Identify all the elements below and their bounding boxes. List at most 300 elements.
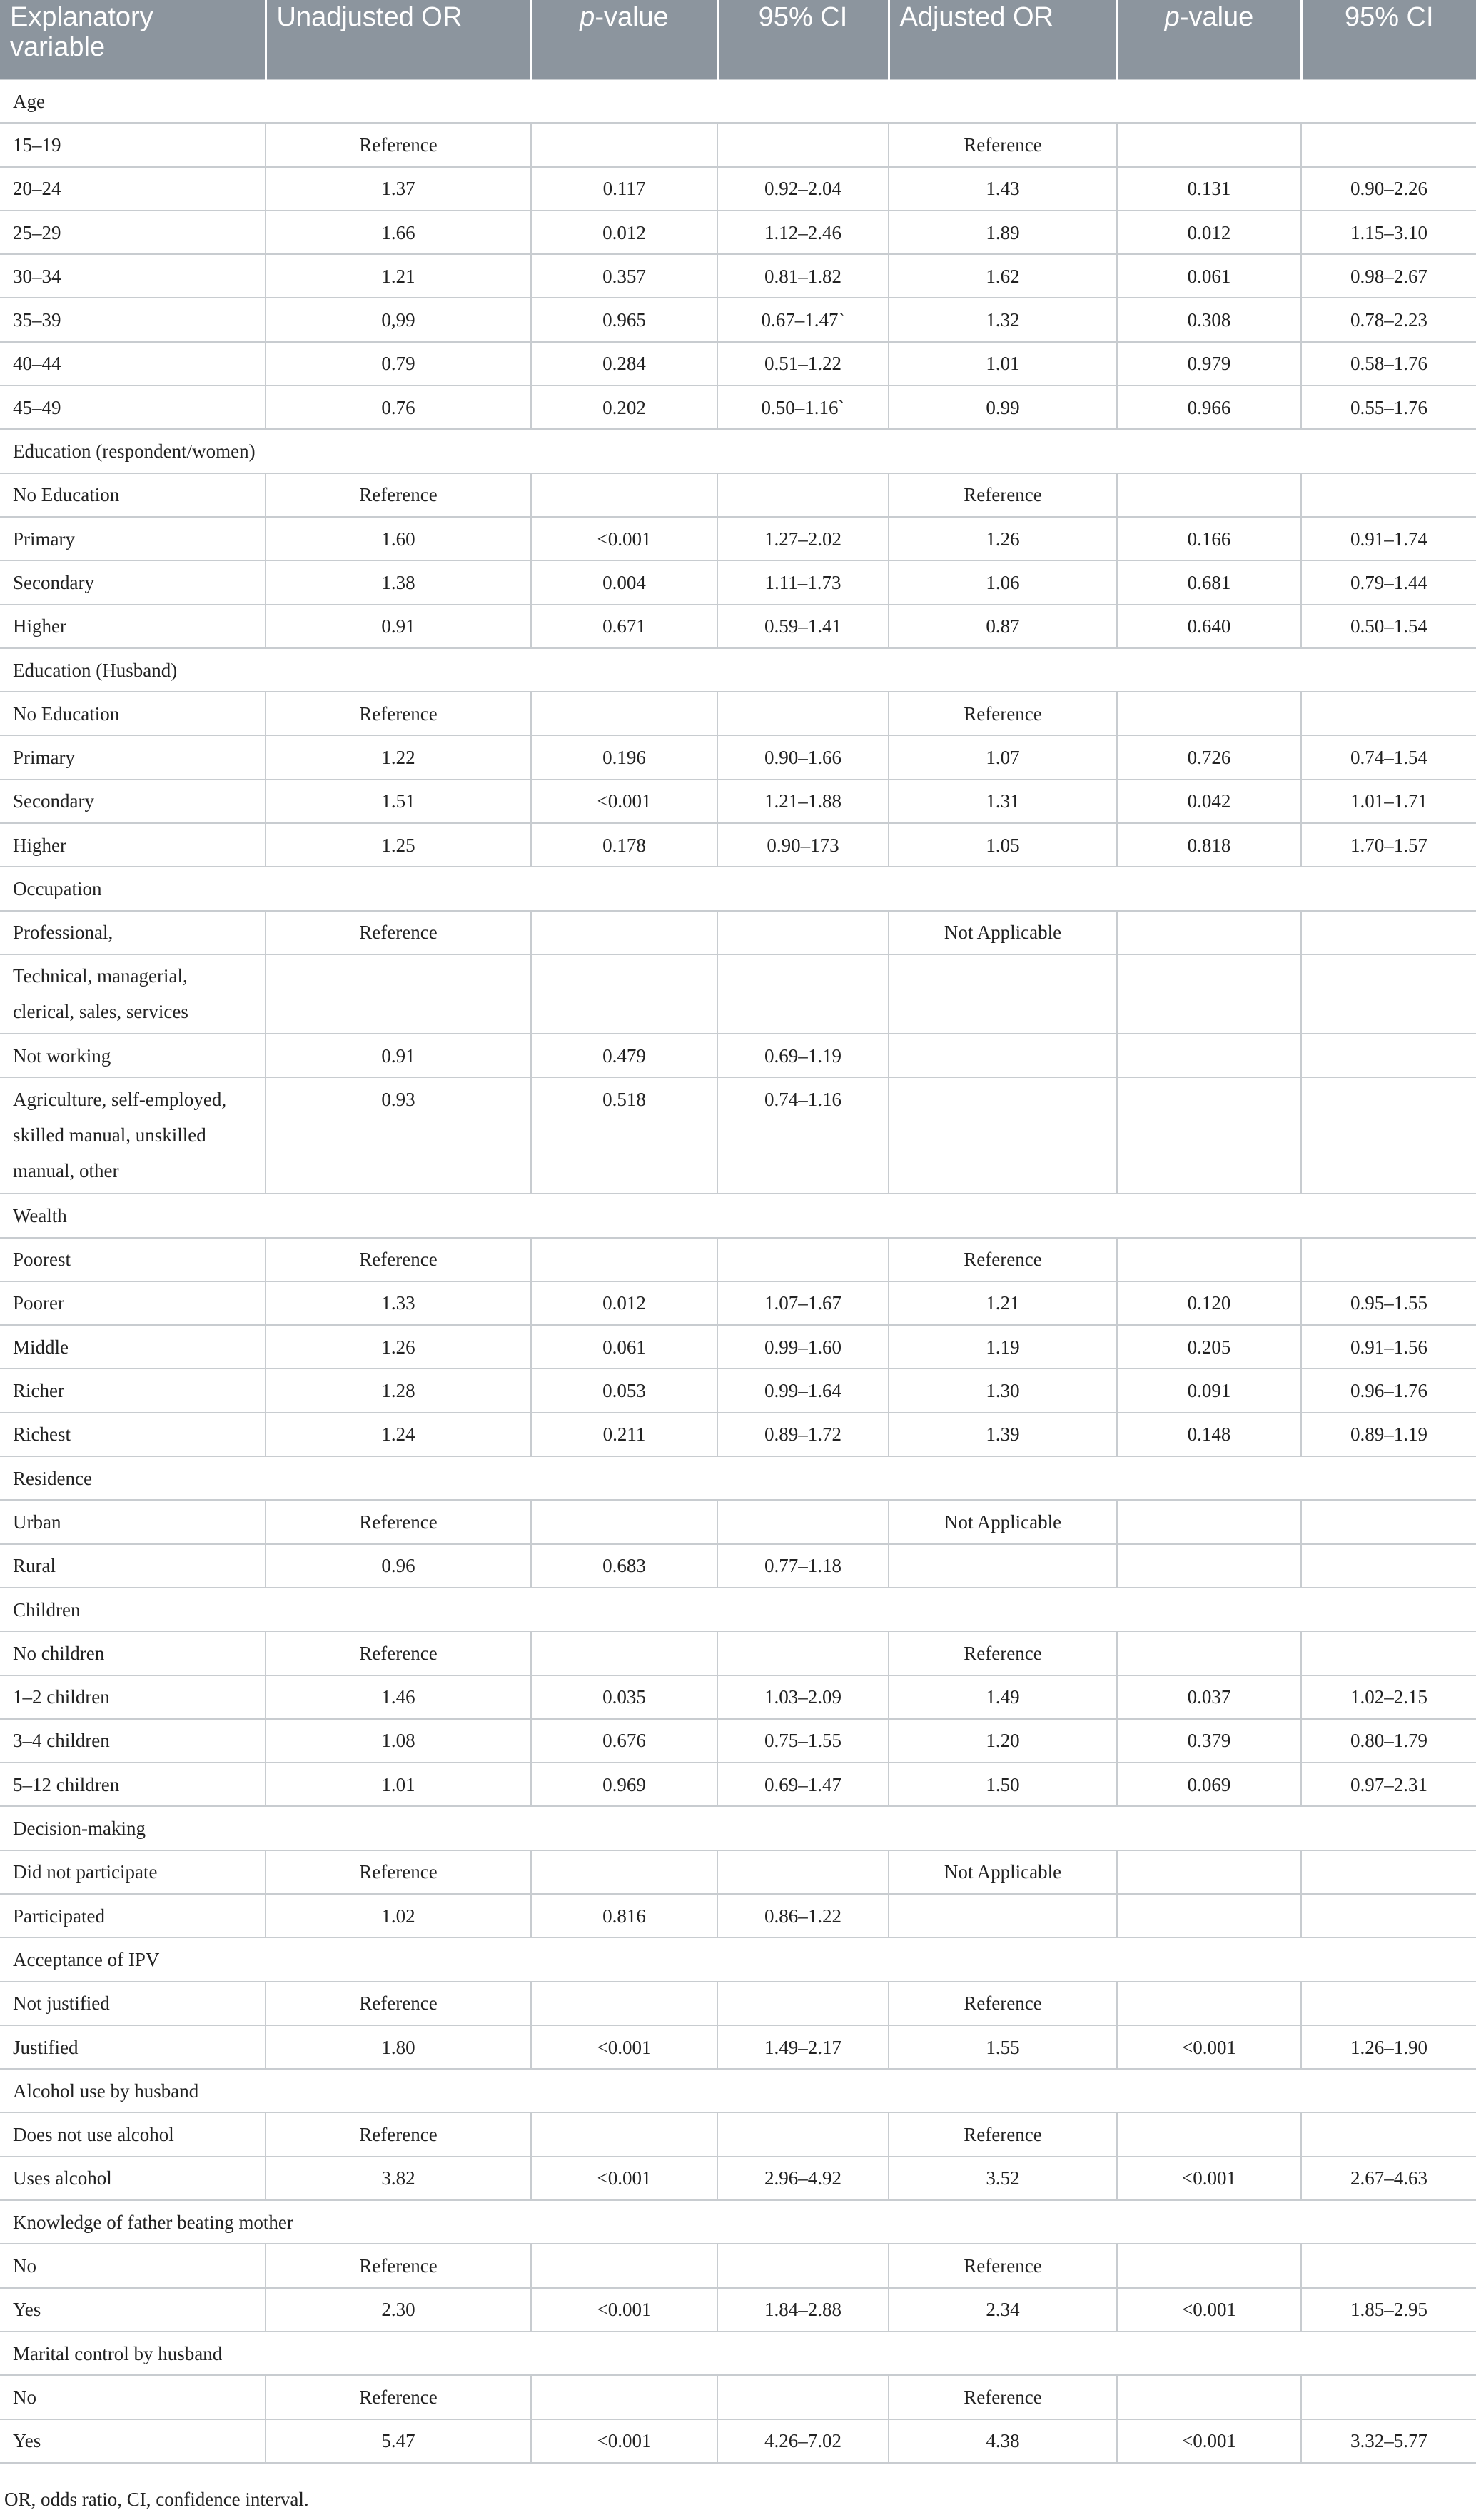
p-value-adjusted-cell — [1117, 2112, 1301, 2156]
table-row — [0, 1719, 1476, 1763]
table-row — [0, 1238, 1476, 1281]
p-value-adjusted-cell: <0.001 — [1117, 2157, 1301, 2200]
ci-unadjusted-cell: 0.86–1.22 — [717, 1894, 889, 1937]
unadjusted-or-cell: Reference — [266, 692, 531, 735]
unadjusted-or-cell: 2.30 — [266, 2288, 531, 2332]
ci-unadjusted-cell: 0.77–1.18 — [717, 1544, 889, 1588]
variable-category: Rural — [0, 1544, 266, 1588]
p-value-unadjusted-cell — [531, 1850, 717, 1894]
adjusted-or-cell: Reference — [889, 2244, 1117, 2287]
variable-category: 45–49 — [0, 385, 266, 429]
p-italic: p — [580, 2, 595, 32]
ci-unadjusted-cell — [717, 1238, 889, 1281]
section-label: Residence — [0, 1456, 1476, 1500]
ci-adjusted-cell: 1.85–2.95 — [1301, 2288, 1476, 2332]
table-row — [0, 2112, 1476, 2156]
variable-category: 30–34 — [0, 254, 266, 298]
variable-category: Professional, — [0, 911, 266, 954]
unadjusted-or-cell: 1.80 — [266, 2025, 531, 2069]
table-row — [0, 1544, 1476, 1588]
ci-adjusted-cell: 0.89–1.19 — [1301, 1413, 1476, 1456]
variable-category: Not justified — [0, 1982, 266, 2025]
variable-category: Does not use alcohol — [0, 2112, 266, 2156]
p-value-unadjusted-cell — [531, 692, 717, 735]
ci-adjusted-cell — [1301, 692, 1476, 735]
ci-unadjusted-cell — [717, 1982, 889, 2025]
ci-adjusted-cell — [1301, 1500, 1476, 1543]
unadjusted-or-cell: 1.37 — [266, 167, 531, 211]
unadjusted-or-cell: 1.22 — [266, 735, 531, 779]
section-header-row — [0, 1456, 1476, 1500]
p-value-unadjusted-cell: <0.001 — [531, 780, 717, 823]
adjusted-or-cell: 1.21 — [889, 1281, 1117, 1325]
p-value-unadjusted-cell — [531, 1982, 717, 2025]
p-value-unadjusted-cell — [531, 1500, 717, 1543]
variable-category: Yes — [0, 2288, 266, 2332]
p-value-unadjusted-cell — [531, 954, 717, 1034]
table-body — [0, 79, 1476, 2463]
unadjusted-or-cell: 1.24 — [266, 1413, 531, 1456]
header-row — [0, 0, 1476, 79]
adjusted-or-cell: Not Applicable — [889, 1500, 1117, 1543]
variable-category: Agriculture, self-employed, skilled manual, unskilled manual, other — [0, 1077, 266, 1194]
variable-category: Poorer — [0, 1281, 266, 1325]
table-row — [0, 1763, 1476, 1806]
p-value-adjusted-cell — [1117, 2244, 1301, 2287]
table-header — [0, 0, 1476, 79]
ci-unadjusted-cell: 2.96–4.92 — [717, 2157, 889, 2200]
adjusted-or-cell: Not Applicable — [889, 911, 1117, 954]
p-value-adjusted-cell: 0.681 — [1117, 560, 1301, 604]
table-row — [0, 254, 1476, 298]
header-ci-unadjusted: 95% CI — [717, 0, 889, 79]
section-label: Education (respondent/women) — [0, 429, 1476, 473]
table-row — [0, 954, 1476, 1034]
ci-unadjusted-cell — [717, 1500, 889, 1543]
p-value-unadjusted-cell: 0.211 — [531, 1413, 717, 1456]
adjusted-or-cell: Reference — [889, 123, 1117, 166]
p-suffix: -value — [595, 2, 669, 32]
variable-category: Richer — [0, 1369, 266, 1412]
variable-category: 15–19 — [0, 123, 266, 166]
variable-category: Did not participate — [0, 1850, 266, 1894]
adjusted-or-cell: 1.55 — [889, 2025, 1117, 2069]
section-header-row — [0, 1937, 1476, 1981]
table-row — [0, 473, 1476, 517]
ci-adjusted-cell: 1.15–3.10 — [1301, 211, 1476, 254]
adjusted-or-cell: Reference — [889, 692, 1117, 735]
ci-unadjusted-cell: 0.69–1.47 — [717, 1763, 889, 1806]
ci-unadjusted-cell — [717, 473, 889, 517]
ci-adjusted-cell: 0.74–1.54 — [1301, 735, 1476, 779]
p-value-adjusted-cell: <0.001 — [1117, 2419, 1301, 2463]
adjusted-or-cell: 1.01 — [889, 342, 1117, 385]
variable-category: Poorest — [0, 1238, 266, 1281]
p-value-adjusted-cell — [1117, 1238, 1301, 1281]
variable-category: 1–2 children — [0, 1675, 266, 1719]
section-label: Marital control by husband — [0, 2332, 1476, 2375]
section-header-row — [0, 1588, 1476, 1631]
variable-category: Primary — [0, 517, 266, 560]
adjusted-or-cell — [889, 1894, 1117, 1937]
adjusted-or-cell: Not Applicable — [889, 1850, 1117, 1894]
unadjusted-or-cell: 0.93 — [266, 1077, 531, 1194]
variable-category: Secondary — [0, 560, 266, 604]
adjusted-or-cell: Reference — [889, 1982, 1117, 2025]
unadjusted-or-cell: 1.38 — [266, 560, 531, 604]
section-header-row — [0, 2069, 1476, 2112]
unadjusted-or-cell: 0.79 — [266, 342, 531, 385]
table-row — [0, 1675, 1476, 1719]
ci-adjusted-cell: 2.67–4.63 — [1301, 2157, 1476, 2200]
p-value-adjusted-cell: 0.037 — [1117, 1675, 1301, 1719]
ci-adjusted-cell — [1301, 1982, 1476, 2025]
adjusted-or-cell — [889, 1034, 1117, 1077]
ci-unadjusted-cell: 1.27–2.02 — [717, 517, 889, 560]
table-row — [0, 1369, 1476, 1412]
ci-adjusted-cell — [1301, 2112, 1476, 2156]
ci-unadjusted-cell: 0.74–1.16 — [717, 1077, 889, 1194]
adjusted-or-cell — [889, 954, 1117, 1034]
table-footnote: OR, odds ratio, CI, confidence interval. — [4, 2489, 309, 2510]
section-label: Occupation — [0, 867, 1476, 910]
ci-unadjusted-cell: 0.92–2.04 — [717, 167, 889, 211]
ci-adjusted-cell: 1.70–1.57 — [1301, 823, 1476, 867]
p-value-unadjusted-cell: 0.965 — [531, 298, 717, 341]
table-row — [0, 1500, 1476, 1543]
p-value-adjusted-cell — [1117, 911, 1301, 954]
table-row — [0, 560, 1476, 604]
ci-adjusted-cell: 0.97–2.31 — [1301, 1763, 1476, 1806]
p-value-adjusted-cell — [1117, 692, 1301, 735]
section-label: Age — [0, 79, 1476, 123]
variable-category: Uses alcohol — [0, 2157, 266, 2200]
ci-adjusted-cell: 0.98–2.67 — [1301, 254, 1476, 298]
ci-unadjusted-cell — [717, 954, 889, 1034]
section-header-row — [0, 79, 1476, 123]
p-value-adjusted-cell: 0.012 — [1117, 211, 1301, 254]
unadjusted-or-cell: 1.51 — [266, 780, 531, 823]
table-row — [0, 692, 1476, 735]
section-label: Education (Husband) — [0, 648, 1476, 692]
p-value-adjusted-cell — [1117, 1631, 1301, 1675]
p-value-adjusted-cell — [1117, 1077, 1301, 1194]
section-header-row — [0, 1806, 1476, 1850]
ci-adjusted-cell — [1301, 1034, 1476, 1077]
p-value-unadjusted-cell — [531, 2244, 717, 2287]
adjusted-or-cell: Reference — [889, 1238, 1117, 1281]
unadjusted-or-cell: 5.47 — [266, 2419, 531, 2463]
table-row — [0, 605, 1476, 648]
variable-category: No — [0, 2375, 266, 2419]
variable-category: Not working — [0, 1034, 266, 1077]
ci-adjusted-cell — [1301, 1544, 1476, 1588]
p-value-unadjusted-cell: 0.518 — [531, 1077, 717, 1194]
p-value-adjusted-cell — [1117, 2375, 1301, 2419]
unadjusted-or-cell: 0,99 — [266, 298, 531, 341]
ci-adjusted-cell: 3.32–5.77 — [1301, 2419, 1476, 2463]
ci-adjusted-cell — [1301, 1850, 1476, 1894]
p-value-adjusted-cell: 0.069 — [1117, 1763, 1301, 1806]
variable-category: 3–4 children — [0, 1719, 266, 1763]
adjusted-or-cell: 0.99 — [889, 385, 1117, 429]
unadjusted-or-cell: Reference — [266, 473, 531, 517]
ci-adjusted-cell: 0.79–1.44 — [1301, 560, 1476, 604]
unadjusted-or-cell: 0.91 — [266, 1034, 531, 1077]
p-value-adjusted-cell: 0.966 — [1117, 385, 1301, 429]
unadjusted-or-cell: 1.01 — [266, 1763, 531, 1806]
table-row — [0, 2244, 1476, 2287]
adjusted-or-cell: 1.62 — [889, 254, 1117, 298]
section-header-row — [0, 429, 1476, 473]
p-value-unadjusted-cell: 0.061 — [531, 1325, 717, 1369]
p-value-adjusted-cell — [1117, 954, 1301, 1034]
adjusted-or-cell: 1.07 — [889, 735, 1117, 779]
ci-adjusted-cell: 0.80–1.79 — [1301, 1719, 1476, 1763]
ci-adjusted-cell: 0.96–1.76 — [1301, 1369, 1476, 1412]
table-row — [0, 735, 1476, 779]
ci-unadjusted-cell — [717, 2375, 889, 2419]
adjusted-or-cell: Reference — [889, 473, 1117, 517]
adjusted-or-cell: 1.20 — [889, 1719, 1117, 1763]
unadjusted-or-cell: 1.33 — [266, 1281, 531, 1325]
ci-unadjusted-cell — [717, 123, 889, 166]
adjusted-or-cell — [889, 1077, 1117, 1194]
adjusted-or-cell: 0.87 — [889, 605, 1117, 648]
variable-category: Richest — [0, 1413, 266, 1456]
unadjusted-or-cell: 1.02 — [266, 1894, 531, 1937]
ci-adjusted-cell: 0.91–1.56 — [1301, 1325, 1476, 1369]
table-row — [0, 1281, 1476, 1325]
p-value-unadjusted-cell: 0.357 — [531, 254, 717, 298]
p-value-unadjusted-cell — [531, 2112, 717, 2156]
adjusted-or-cell: 2.34 — [889, 2288, 1117, 2332]
p-value-unadjusted-cell: 0.479 — [531, 1034, 717, 1077]
variable-category: No children — [0, 1631, 266, 1675]
table-row — [0, 167, 1476, 211]
unadjusted-or-cell: 1.46 — [266, 1675, 531, 1719]
header-unadjusted-or: Unadjusted OR — [266, 0, 531, 79]
table-row — [0, 385, 1476, 429]
ci-adjusted-cell: 0.90–2.26 — [1301, 167, 1476, 211]
p-value-unadjusted-cell: 0.004 — [531, 560, 717, 604]
ci-adjusted-cell — [1301, 1631, 1476, 1675]
p-value-unadjusted-cell — [531, 473, 717, 517]
ci-unadjusted-cell: 1.84–2.88 — [717, 2288, 889, 2332]
p-value-adjusted-cell — [1117, 1500, 1301, 1543]
unadjusted-or-cell: Reference — [266, 1500, 531, 1543]
unadjusted-or-cell: 0.96 — [266, 1544, 531, 1588]
section-label: Acceptance of IPV — [0, 1937, 1476, 1981]
table-row — [0, 823, 1476, 867]
variable-category: Justified — [0, 2025, 266, 2069]
variable-category: 35–39 — [0, 298, 266, 341]
ci-unadjusted-cell: 0.75–1.55 — [717, 1719, 889, 1763]
adjusted-or-cell: 1.31 — [889, 780, 1117, 823]
ci-unadjusted-cell: 0.59–1.41 — [717, 605, 889, 648]
table-row — [0, 123, 1476, 166]
p-value-unadjusted-cell: <0.001 — [531, 2419, 717, 2463]
p-value-unadjusted-cell — [531, 1631, 717, 1675]
p-value-unadjusted-cell: 0.284 — [531, 342, 717, 385]
ci-adjusted-cell: 0.78–2.23 — [1301, 298, 1476, 341]
variable-category: 25–29 — [0, 211, 266, 254]
p-value-adjusted-cell: 0.166 — [1117, 517, 1301, 560]
p-value-unadjusted-cell — [531, 1238, 717, 1281]
variable-category: Primary — [0, 735, 266, 779]
unadjusted-or-cell: Reference — [266, 2112, 531, 2156]
p-value-unadjusted-cell: 0.035 — [531, 1675, 717, 1719]
section-label: Decision-making — [0, 1806, 1476, 1850]
p-italic: p — [1164, 2, 1180, 32]
adjusted-or-cell: Reference — [889, 2375, 1117, 2419]
p-value-adjusted-cell: 0.308 — [1117, 298, 1301, 341]
table-row — [0, 1325, 1476, 1369]
table-row — [0, 780, 1476, 823]
p-value-unadjusted-cell: 0.012 — [531, 1281, 717, 1325]
unadjusted-or-cell: 0.76 — [266, 385, 531, 429]
ci-unadjusted-cell: 0.99–1.60 — [717, 1325, 889, 1369]
ci-unadjusted-cell: 1.11–1.73 — [717, 560, 889, 604]
ci-unadjusted-cell — [717, 911, 889, 954]
p-value-adjusted-cell — [1117, 1894, 1301, 1937]
variable-category: No Education — [0, 473, 266, 517]
p-value-adjusted-cell: 0.148 — [1117, 1413, 1301, 1456]
unadjusted-or-cell: Reference — [266, 1238, 531, 1281]
adjusted-or-cell: 1.06 — [889, 560, 1117, 604]
adjusted-or-cell: 4.38 — [889, 2419, 1117, 2463]
variable-category: 40–44 — [0, 342, 266, 385]
p-value-adjusted-cell: <0.001 — [1117, 2025, 1301, 2069]
table-row — [0, 1034, 1476, 1077]
p-value-adjusted-cell: 0.131 — [1117, 167, 1301, 211]
header-adjusted-or: Adjusted OR — [889, 0, 1117, 79]
variable-category: Middle — [0, 1325, 266, 1369]
ci-adjusted-cell: 0.91–1.74 — [1301, 517, 1476, 560]
header-ci-adjusted: 95% CI — [1301, 0, 1476, 79]
ci-unadjusted-cell: 0.67–1.47` — [717, 298, 889, 341]
header-p-value-unadjusted — [531, 0, 717, 79]
p-value-adjusted-cell — [1117, 473, 1301, 517]
p-value-unadjusted-cell: 0.683 — [531, 1544, 717, 1588]
table-row — [0, 298, 1476, 341]
p-value-unadjusted-cell: <0.001 — [531, 2025, 717, 2069]
unadjusted-or-cell: 1.26 — [266, 1325, 531, 1369]
p-value-adjusted-cell: 0.979 — [1117, 342, 1301, 385]
p-value-unadjusted-cell: 0.816 — [531, 1894, 717, 1937]
variable-category: Yes — [0, 2419, 266, 2463]
table-row — [0, 211, 1476, 254]
p-suffix: -value — [1179, 2, 1254, 32]
p-value-adjusted-cell — [1117, 1034, 1301, 1077]
ci-adjusted-cell — [1301, 2244, 1476, 2287]
table-row — [0, 1631, 1476, 1675]
table-row — [0, 517, 1476, 560]
ci-adjusted-cell: 0.55–1.76 — [1301, 385, 1476, 429]
p-value-adjusted-cell: <0.001 — [1117, 2288, 1301, 2332]
section-header-row — [0, 2332, 1476, 2375]
ci-unadjusted-cell: 0.51–1.22 — [717, 342, 889, 385]
p-value-adjusted-cell: 0.205 — [1117, 1325, 1301, 1369]
variable-category: 20–24 — [0, 167, 266, 211]
p-value-adjusted-cell: 0.061 — [1117, 254, 1301, 298]
unadjusted-or-cell: 0.91 — [266, 605, 531, 648]
variable-category: Higher — [0, 605, 266, 648]
variable-category: Secondary — [0, 780, 266, 823]
p-value-unadjusted-cell: 0.969 — [531, 1763, 717, 1806]
ci-adjusted-cell: 0.58–1.76 — [1301, 342, 1476, 385]
unadjusted-or-cell — [266, 954, 531, 1034]
unadjusted-or-cell: Reference — [266, 1850, 531, 1894]
section-label: Knowledge of father beating mother — [0, 2200, 1476, 2244]
unadjusted-or-cell: 1.28 — [266, 1369, 531, 1412]
adjusted-or-cell: 1.30 — [889, 1369, 1117, 1412]
unadjusted-or-cell: 1.66 — [266, 211, 531, 254]
p-value-adjusted-cell: 0.818 — [1117, 823, 1301, 867]
table-row — [0, 2288, 1476, 2332]
ci-adjusted-cell: 1.26–1.90 — [1301, 2025, 1476, 2069]
p-value-unadjusted-cell: 0.053 — [531, 1369, 717, 1412]
ci-adjusted-cell: 0.95–1.55 — [1301, 1281, 1476, 1325]
section-header-row — [0, 2200, 1476, 2244]
table-row — [0, 911, 1476, 954]
unadjusted-or-cell: 3.82 — [266, 2157, 531, 2200]
unadjusted-or-cell: 1.08 — [266, 1719, 531, 1763]
ci-unadjusted-cell: 1.07–1.67 — [717, 1281, 889, 1325]
unadjusted-or-cell: Reference — [266, 2244, 531, 2287]
unadjusted-or-cell: Reference — [266, 123, 531, 166]
variable-category: Higher — [0, 823, 266, 867]
section-label: Children — [0, 1588, 1476, 1631]
section-header-row — [0, 1194, 1476, 1237]
ci-adjusted-cell: 0.50–1.54 — [1301, 605, 1476, 648]
ci-adjusted-cell — [1301, 1077, 1476, 1194]
unadjusted-or-cell: Reference — [266, 1631, 531, 1675]
p-value-adjusted-cell: 0.042 — [1117, 780, 1301, 823]
p-value-adjusted-cell: 0.640 — [1117, 605, 1301, 648]
ci-adjusted-cell: 1.01–1.71 — [1301, 780, 1476, 823]
table-row — [0, 1982, 1476, 2025]
ci-unadjusted-cell: 0.99–1.64 — [717, 1369, 889, 1412]
table-row — [0, 342, 1476, 385]
p-value-adjusted-cell: 0.120 — [1117, 1281, 1301, 1325]
unadjusted-or-cell: Reference — [266, 911, 531, 954]
p-value-adjusted-cell: 0.091 — [1117, 1369, 1301, 1412]
p-value-unadjusted-cell: 0.196 — [531, 735, 717, 779]
section-label: Wealth — [0, 1194, 1476, 1237]
p-value-unadjusted-cell: 0.671 — [531, 605, 717, 648]
section-header-row — [0, 867, 1476, 910]
ci-unadjusted-cell: 0.89–1.72 — [717, 1413, 889, 1456]
ci-unadjusted-cell: 4.26–7.02 — [717, 2419, 889, 2463]
adjusted-or-cell: 1.19 — [889, 1325, 1117, 1369]
header-explanatory-variable: Explanatory variable — [0, 0, 266, 79]
adjusted-or-cell: Reference — [889, 1631, 1117, 1675]
ci-unadjusted-cell — [717, 2112, 889, 2156]
ci-unadjusted-cell — [717, 692, 889, 735]
p-value-adjusted-cell — [1117, 1982, 1301, 2025]
adjusted-or-cell: 1.43 — [889, 167, 1117, 211]
p-value-adjusted-cell: 0.379 — [1117, 1719, 1301, 1763]
unadjusted-or-cell: Reference — [266, 2375, 531, 2419]
table-row — [0, 2419, 1476, 2463]
ci-unadjusted-cell: 1.21–1.88 — [717, 780, 889, 823]
adjusted-or-cell: 1.50 — [889, 1763, 1117, 1806]
ci-adjusted-cell: 1.02–2.15 — [1301, 1675, 1476, 1719]
table-row — [0, 2375, 1476, 2419]
p-value-adjusted-cell — [1117, 1850, 1301, 1894]
ci-adjusted-cell — [1301, 473, 1476, 517]
